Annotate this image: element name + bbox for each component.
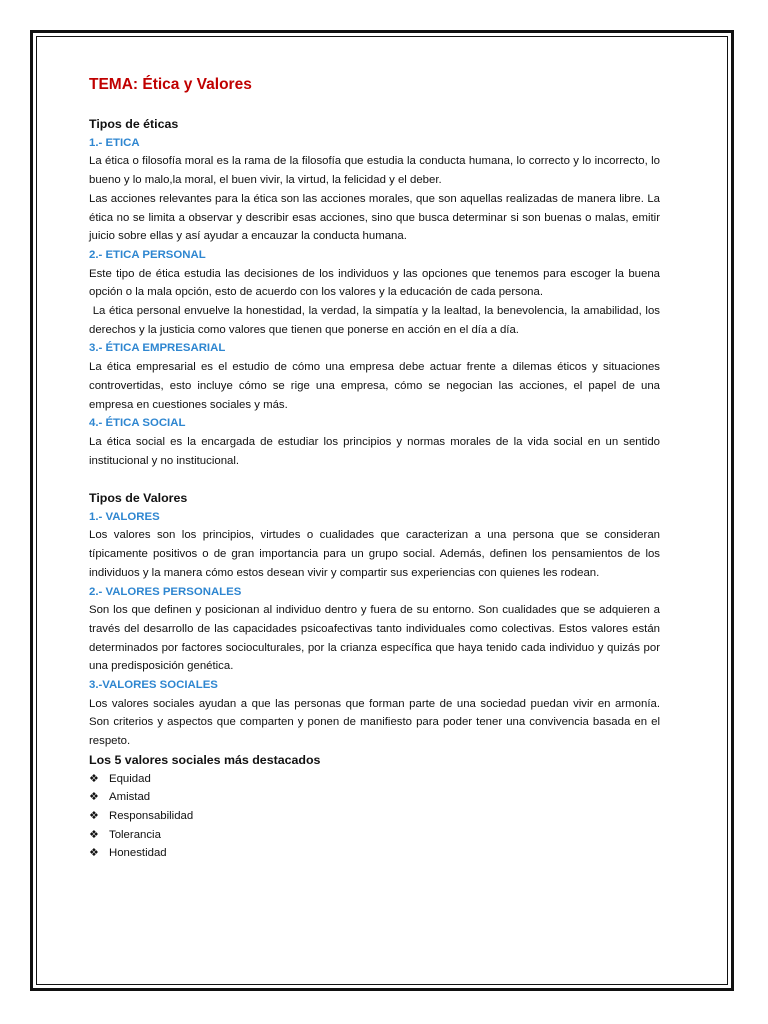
paragraph: Los valores son los principios, virtudes o cualidades que caracterizan a una persona que se consideran típicamente positivos o de gran importancia para un grupo social. Además, definen los pensamientos de los individuos y la manera cómo estos desean vivir y compartir sus experiencias con quienes les rodean. [89, 529, 660, 579]
section-spacer [89, 470, 660, 489]
list-item [89, 807, 660, 826]
paragraph: Este tipo de ética estudia las decisiones de los individuos y las opciones que tenemos para escoger la buena opción o la mala opción, esto de acuerdo con los valores y la educación de cada persona. [89, 267, 660, 299]
diamond-dots-icon: ❖ [89, 828, 99, 841]
document-title: TEMA: Ética y Valores [89, 76, 252, 93]
list-item [89, 826, 660, 845]
heading-etica-social: 4.- ÉTICA SOCIAL [89, 417, 186, 430]
heading-valores-sociales: 3.-VALORES SOCIALES [89, 679, 218, 692]
list-item-label: Tolerancia [109, 828, 161, 841]
heading-valores-personales: 2.- VALORES PERSONALES [89, 585, 242, 598]
diamond-dots-icon: ❖ [89, 847, 99, 860]
diamond-dots-icon: ❖ [89, 772, 99, 785]
diamond-dots-icon: ❖ [89, 791, 99, 804]
list-item [89, 788, 660, 807]
list-item-label: Responsabilidad [109, 810, 194, 822]
list-title: Los 5 valores sociales más destacados [89, 752, 321, 767]
list-item-label: Amistad [109, 791, 151, 804]
heading-etica-empresarial: 3.- ÉTICA EMPRESARIAL [89, 342, 226, 355]
paragraph: La ética social es la encargada de estudiar los principios y normas morales de la vida social en un sentido institucional y no institucional. [89, 435, 660, 467]
diamond-dots-icon: ❖ [89, 810, 99, 822]
paragraph: La ética o filosofía moral es la rama de la filosofía que estudia la conducta humana, lo correcto y lo incorrecto, lo bueno y lo malo,la moral, el buen vivir, la virtud, la felicidad y el deber. [89, 155, 660, 187]
section-title-eticas: Tipos de éticas [89, 117, 179, 131]
list-item-label: Honestidad [109, 847, 167, 860]
paragraph: La ética empresarial es el estudio de cómo una empresa debe actuar frente a dilemas éticos y situaciones controvertidas, esto incluye cómo se rige una empresa, cómo se negocian las acciones, el papel de una empresa en cuestiones sociales y más. [89, 361, 660, 411]
list-item-label: Equidad [109, 772, 151, 785]
heading-etica-personal: 2.- ETICA PERSONAL [89, 248, 206, 261]
paragraph: Son los que definen y posicionan al individuo dentro y fuera de su entorno. Son cualidades que se adquieren a través del desarrollo de las capacidades psicoafectivas tanto individuales como colectivas. Estos valores están determinados por factores socioculturales, por la crianza específica que haya tenido cada individuo y quizás por una predisposición genética. [89, 604, 660, 673]
list-item [89, 844, 660, 863]
paragraph: Los valores sociales ayudan a que las personas que forman parte de una sociedad puedan vivir en armonía. Son criterios y aspectos que comparten y ponen de manifiesto para poder tener una convivencia basada en el respeto. [89, 697, 660, 748]
heading-valores: 1.- VALORES [89, 510, 160, 523]
valores-sociales-list [89, 770, 660, 864]
paragraph: Las acciones relevantes para la ética son las acciones morales, que son aquellas realizadas de manera libre. La ética no se limita a observar y describir esas acciones, sino que busca determinar si son buenas o malas, emitir juicio sobre ellas y así ayudar a encauzar la conducta humana. [89, 192, 660, 243]
list-item [89, 770, 660, 789]
heading-etica: 1.- ETICA [89, 136, 140, 149]
document-body [89, 73, 664, 863]
paragraph: La ética personal envuelve la honestidad, la verdad, la simpatía y la lealtad, la benevolencia, la amabilidad, los derechos y la justicia como valores que tienen que ponerse en acción en el día a día. [89, 305, 664, 336]
section-title-valores: Tipos de Valores [89, 491, 188, 506]
